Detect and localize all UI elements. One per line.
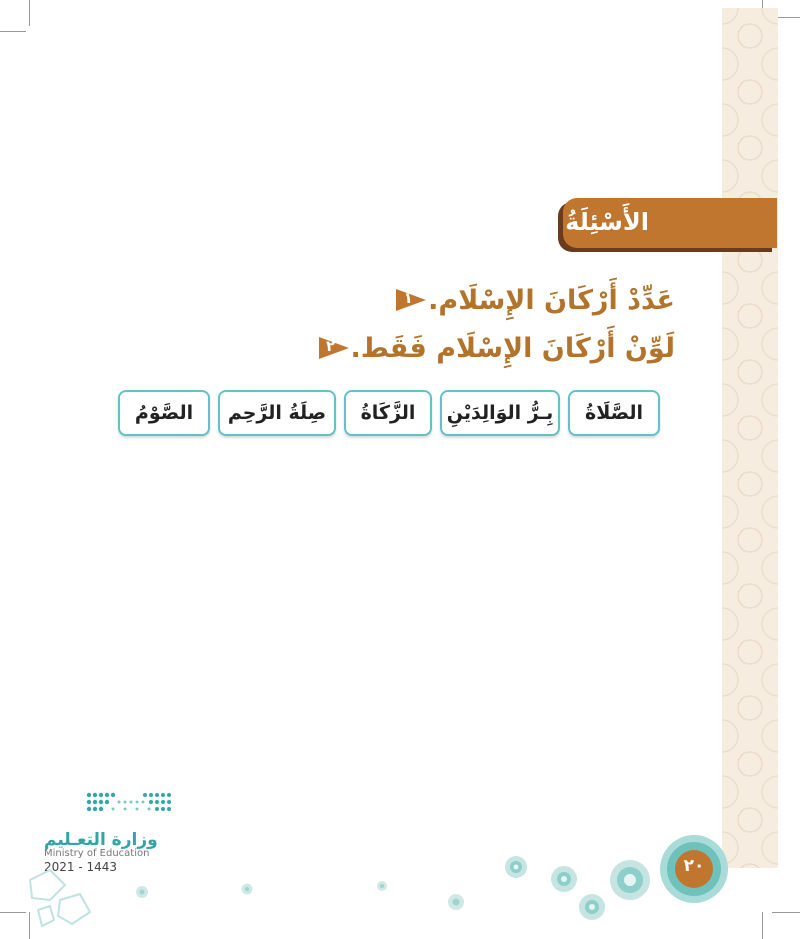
- answer-choices: [126, 390, 660, 436]
- section-title: الأَسْئِلَةُ: [565, 208, 649, 236]
- crop-mark: [772, 912, 800, 913]
- question-2: [317, 328, 683, 368]
- question-marker-icon: [317, 334, 351, 362]
- question-marker-icon: [394, 286, 428, 314]
- crop-mark: [762, 912, 763, 939]
- page-number: ٢٠: [683, 856, 705, 876]
- flower-ornament-icon: [608, 858, 652, 902]
- flower-ornament-icon: [549, 864, 579, 894]
- crop-mark: [29, 0, 30, 26]
- flower-ornament-icon: [376, 880, 388, 892]
- choice-label: الصَّوْمُ: [134, 402, 194, 424]
- flower-ornament-icon: [577, 892, 607, 922]
- choice-label: صِلَةُ الرَّحِم: [227, 402, 327, 424]
- ministry-logo: [40, 790, 180, 930]
- choice-label: الصَّلَاةُ: [585, 402, 644, 424]
- choice-box[interactable]: [118, 390, 210, 436]
- decorative-side-pattern: [722, 8, 778, 868]
- question-number: ١: [403, 289, 413, 307]
- question-text: عَدِّدْ أَرْكَانَ الإِسْلَام.: [428, 284, 675, 316]
- flower-ornament-icon: [240, 882, 254, 896]
- question-number: ٢: [325, 337, 336, 355]
- choice-box[interactable]: [218, 390, 336, 436]
- ministry-name-arabic: وزارة التعـليم: [44, 830, 158, 850]
- choice-box[interactable]: [440, 390, 560, 436]
- choice-box[interactable]: [344, 390, 432, 436]
- question-1: [394, 280, 683, 320]
- choice-label: بِـرُّ الوَالِدَيْنِ: [446, 402, 554, 424]
- flower-ornament-icon: [446, 892, 466, 912]
- ministry-name-english: Ministry of Education: [44, 848, 150, 859]
- flower-ornament-icon: [134, 884, 150, 900]
- choice-label: الزَّكَاةُ: [360, 402, 416, 424]
- question-text: لَوِّنْ أَرْكَانَ الإِسْلَام فَقَط.: [350, 332, 675, 364]
- crop-mark: [0, 31, 26, 32]
- page-number-badge: [658, 833, 730, 905]
- logo-geometric-outline-icon: [20, 860, 110, 930]
- flower-ornament-icon: [503, 854, 529, 880]
- section-header: [563, 198, 777, 248]
- ministry-year: 2021 - 1443: [44, 860, 118, 874]
- choice-box[interactable]: [568, 390, 660, 436]
- logo-dots-icon: [85, 790, 177, 816]
